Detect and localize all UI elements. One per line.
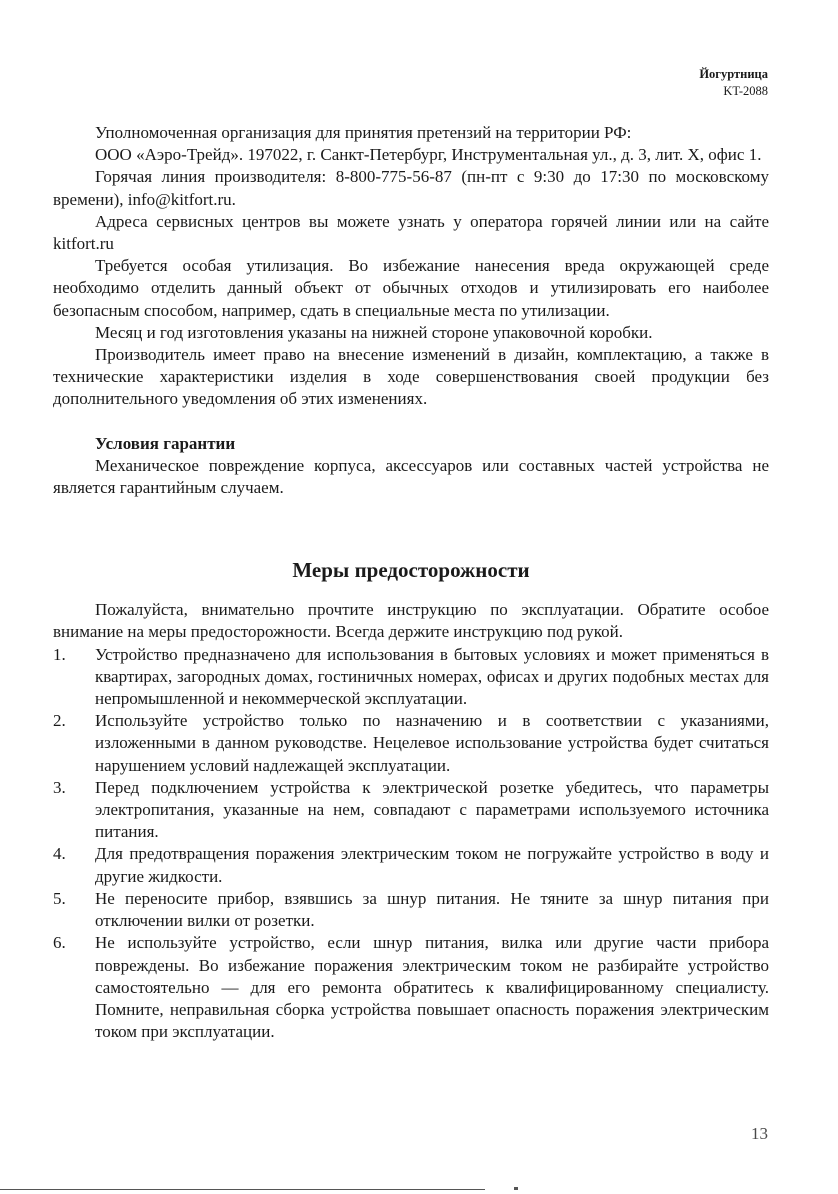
- manufacture-date-paragraph: Месяц и год изготовления указаны на нижней стороне упаковочной коробки.: [95, 322, 653, 342]
- precautions-list: [53, 644, 769, 1044]
- precaution-item: [53, 888, 769, 932]
- header-product-name: Йогуртница: [699, 67, 768, 81]
- footer-rule: [0, 1189, 485, 1190]
- precaution-item: [53, 710, 769, 777]
- spacer: [53, 583, 769, 599]
- header-model-number: KT-2088: [723, 84, 768, 98]
- precaution-item: [53, 843, 769, 887]
- warranty-paragraph: Механическое повреждение корпуса, аксессуаров или составных частей устройства не является гарантийным случаем.: [53, 455, 769, 498]
- precaution-item-number: 6.: [53, 933, 66, 953]
- precaution-item-text: Не переносите прибор, взявшись за шнур питания. Не тяните за шнур питания при отключении вилки от розетки.: [95, 888, 769, 931]
- hotline-paragraph: Горячая линия производителя: 8-800-775-56-87 (пн-пт с 9:30 до 17:30 по московскому времени), info@kitfort.ru.: [53, 167, 769, 209]
- running-header: [699, 66, 768, 100]
- precaution-item-number: 3.: [53, 777, 66, 797]
- precaution-item-text: Для предотвращения поражения электрическим током не погружайте устройство в воду и другие жидкости.: [95, 844, 769, 886]
- precautions-intro: Пожалуйста, внимательно прочтите инструкцию по эксплуатации. Обратите особое внимание на меры предосторожности. Всегда держите инструкцию под рукой.: [53, 600, 769, 642]
- precautions-title: Меры предосторожности: [292, 558, 530, 583]
- disposal-paragraph: Требуется особая утилизация. Во избежание нанесения вреда окружающей среде необходимо отделить данный объект от обычных отходов и утилизировать его наиболее безопасным способом, например, сдать в специальные места по утилизации.: [53, 256, 769, 320]
- precaution-item-number: 5.: [53, 888, 66, 908]
- service-centers-paragraph: Адреса сервисных центров вы можете узнать у оператора горячей линии или на сайте kitfort.ru: [53, 211, 769, 254]
- design-changes-paragraph: Производитель имеет право на внесение изменений в дизайн, комплектацию, а также в технические характеристики изделия в ходе совершенствования своей продукции без дополнительного уведомления об этих изменениях.: [53, 345, 769, 409]
- page-body: [53, 122, 769, 1043]
- company-address-paragraph: ООО «Аэро-Трейд». 197022, г. Санкт-Петербург, Инструментальная ул., д. 3, лит. Х, офис 1.: [95, 145, 762, 165]
- precaution-item-text: Не используйте устройство, если шнур питания, вилка или другие части прибора повреждены. Во избежание поражения электрическим током не разбирайте устройство самостоятельно — для его ремонта обратитесь к квалифицированному специалисту. Помните, неправильная сборка устройства повышает опасность поражения электрическим током при эксплуатации.: [95, 933, 769, 1042]
- precaution-item-text: Устройство предназначено для использования в бытовых условиях и может применяться в квартирах, загородных домах, гостиничных номерах, офисах и других подобных местах для непромышленной и некоммерческой эксплуатации.: [95, 644, 769, 709]
- precaution-item-text: Используйте устройство только по назначению и в соответствии с указаниями, изложенными в данном руководстве. Нецелевое использование устройства будет считаться нарушением условий надлежащей эксплуатации.: [95, 711, 769, 775]
- precaution-item-number: 1.: [53, 644, 66, 664]
- precaution-item-number: 2.: [53, 711, 66, 731]
- warranty-heading: Условия гарантии: [95, 433, 236, 453]
- spacer: [53, 499, 769, 557]
- precaution-item: [53, 644, 769, 711]
- precaution-item: [53, 932, 769, 1043]
- claims-organization-paragraph: Уполномоченная организация для принятия претензий на территории РФ:: [95, 123, 632, 142]
- spacer: [53, 411, 769, 433]
- precaution-item-text: Перед подключением устройства к электрической розетке убедитесь, что параметры электропитания, указанные на нем, совпадают с параметрами используемого источника питания.: [95, 777, 769, 842]
- precaution-item: [53, 777, 769, 844]
- page-number: 13: [751, 1124, 768, 1143]
- footer-crop-mark: [514, 1187, 518, 1190]
- precaution-item-number: 4.: [53, 844, 66, 864]
